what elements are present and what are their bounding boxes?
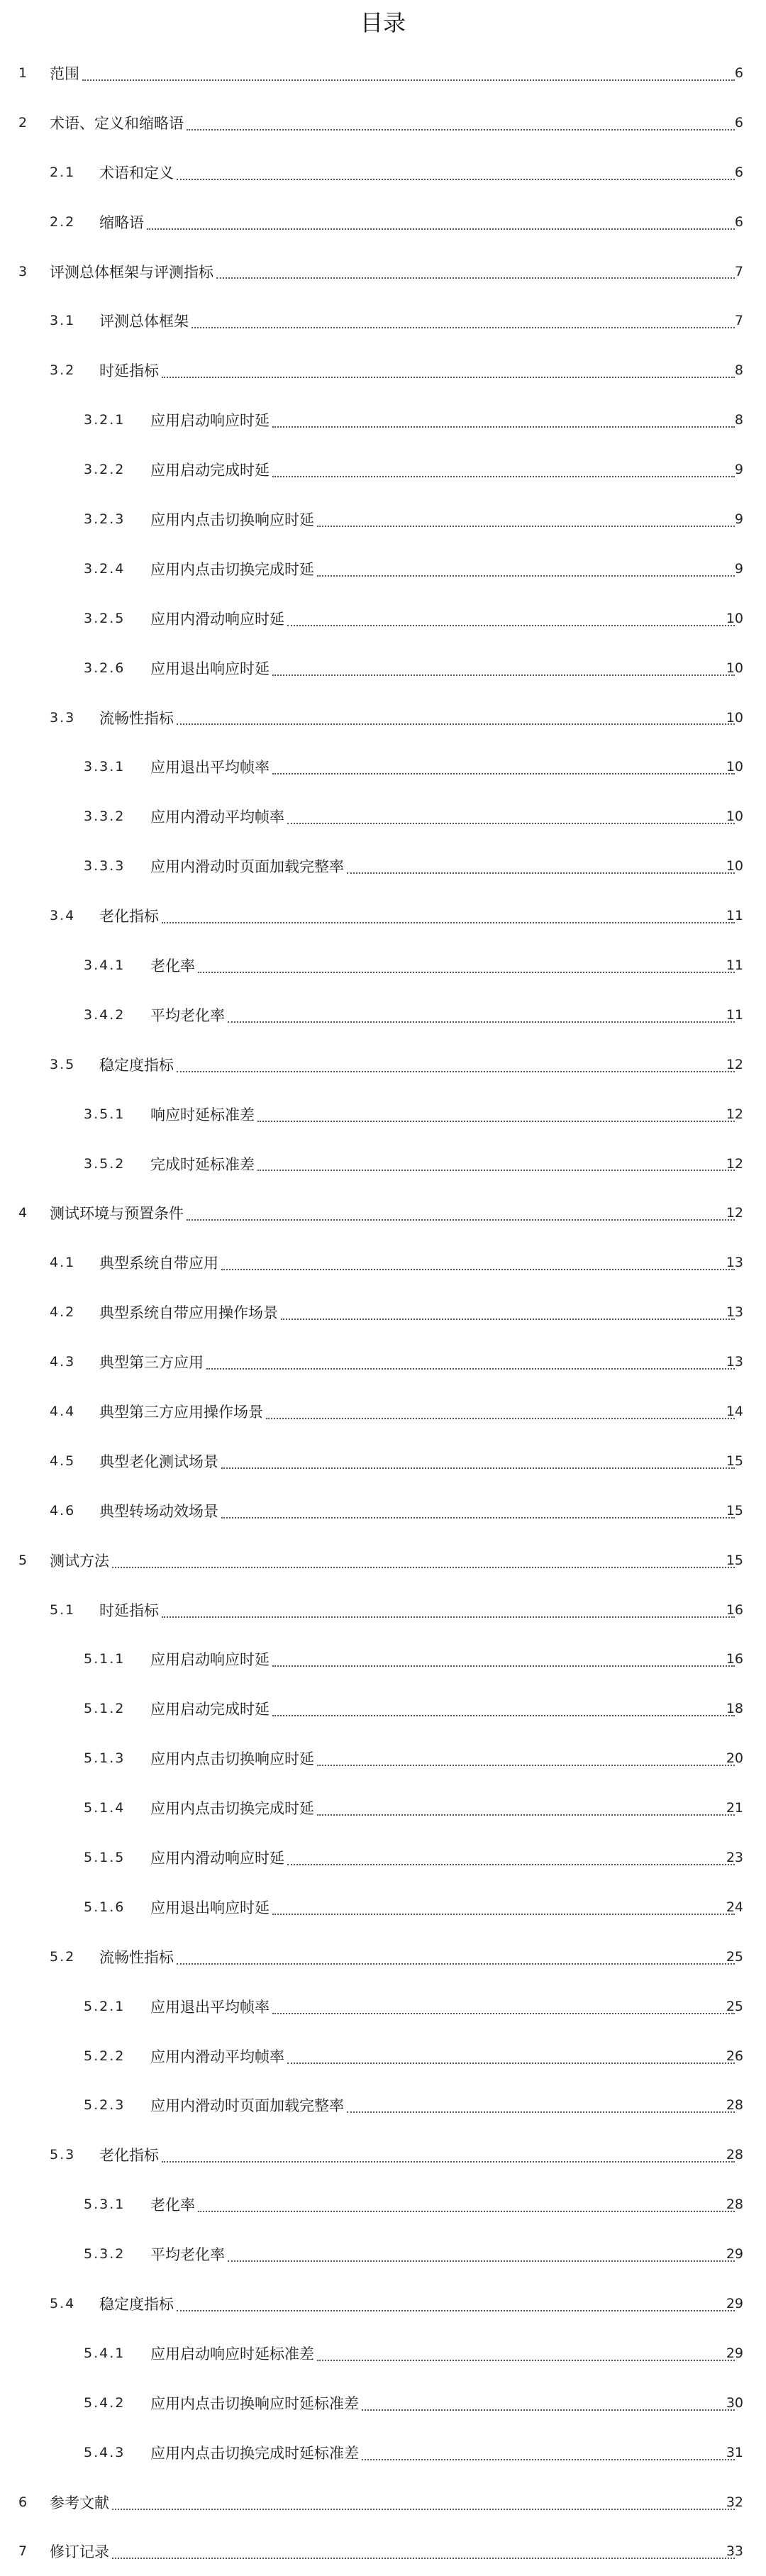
toc-entry-page: 11 bbox=[726, 908, 743, 924]
toc-entry-page: 9 bbox=[734, 511, 743, 527]
toc-entry-page: 10 bbox=[726, 610, 743, 626]
toc-leader-dots bbox=[272, 476, 735, 477]
toc-leader-dots bbox=[198, 2211, 735, 2212]
toc-entry-page: 11 bbox=[726, 957, 743, 973]
toc-entry-number: 5.2.2 bbox=[84, 2048, 126, 2064]
toc-entry-number: 4 bbox=[18, 1205, 29, 1221]
toc-entry[interactable] bbox=[0, 296, 766, 345]
toc-entry-label: 平均老化率 bbox=[150, 1006, 225, 1024]
toc-leader-dots bbox=[162, 377, 735, 378]
toc-entry-label: 应用退出平均帧率 bbox=[150, 759, 270, 777]
toc-leader-dots bbox=[272, 1665, 735, 1667]
toc-leader-dots bbox=[317, 575, 735, 577]
toc-leader-dots bbox=[206, 1368, 735, 1370]
toc-entry-label: 典型系统自带应用 bbox=[99, 1255, 218, 1272]
toc-entry[interactable] bbox=[0, 1684, 766, 1733]
toc-entry-number: 3.3.3 bbox=[84, 858, 126, 875]
toc-leader-dots bbox=[287, 625, 735, 626]
toc-entry-page: 10 bbox=[726, 709, 743, 726]
toc-leader-dots bbox=[347, 2111, 735, 2113]
toc-leader-dots bbox=[347, 872, 735, 874]
toc-entry-number: 3.4.1 bbox=[84, 957, 126, 973]
toc-leader-dots bbox=[272, 674, 735, 676]
toc-entry-page: 25 bbox=[726, 1998, 743, 2014]
toc-entry-page: 6 bbox=[734, 65, 743, 81]
toc-entry-page: 13 bbox=[726, 1255, 743, 1271]
toc-entry-page: 33 bbox=[726, 2543, 743, 2560]
toc-entry-label: 应用内滑动时页面加载完整率 bbox=[150, 858, 344, 876]
toc-leader-dots bbox=[266, 1418, 735, 1419]
toc-entry-page: 10 bbox=[726, 809, 743, 825]
toc-leader-dots bbox=[287, 1864, 735, 1865]
toc-entry-page: 28 bbox=[726, 2147, 743, 2163]
toc-leader-dots bbox=[228, 1021, 735, 1023]
toc-entry-page: 10 bbox=[726, 660, 743, 676]
toc-entry-page: 11 bbox=[726, 1006, 743, 1023]
toc-entry-label: 稳定度指标 bbox=[99, 1056, 174, 1074]
toc-entry-label: 应用内滑动平均帧率 bbox=[150, 2048, 284, 2065]
toc-entry[interactable] bbox=[0, 1287, 766, 1337]
toc-entry-page: 16 bbox=[726, 1601, 743, 1618]
toc-entry-number: 3.2.3 bbox=[84, 511, 126, 527]
toc-entry-number: 3.3.2 bbox=[84, 809, 126, 825]
toc-entry-page: 9 bbox=[734, 462, 743, 478]
toc-entry-page: 29 bbox=[726, 2296, 743, 2312]
toc-entry[interactable] bbox=[0, 48, 766, 98]
toc-entry-label: 评测总体框架 bbox=[99, 313, 189, 331]
toc-leader-dots bbox=[317, 526, 735, 527]
toc-leader-dots bbox=[317, 1814, 735, 1816]
toc-entry-page: 6 bbox=[734, 164, 743, 180]
toc-leader-dots bbox=[317, 2360, 735, 2361]
toc-entry-page: 14 bbox=[726, 1403, 743, 1419]
toc-entry-label: 修订记录 bbox=[50, 2543, 109, 2561]
toc-entry-page: 6 bbox=[734, 114, 743, 131]
toc-leader-dots bbox=[147, 228, 735, 230]
toc-entry-label: 典型老化测试场景 bbox=[99, 1453, 218, 1470]
toc-list bbox=[0, 48, 766, 2576]
toc-entry-label: 响应时延标准差 bbox=[150, 1106, 255, 1123]
toc-leader-dots bbox=[272, 2013, 735, 2014]
toc-entry[interactable] bbox=[0, 841, 766, 891]
toc-entry[interactable] bbox=[0, 940, 766, 990]
toc-entry-page: 13 bbox=[726, 1304, 743, 1321]
toc-entry-number: 3.5 bbox=[50, 1056, 76, 1072]
toc-entry-page: 13 bbox=[726, 1354, 743, 1370]
toc-entry-page: 25 bbox=[726, 1948, 743, 1965]
toc-entry-page: 24 bbox=[726, 1899, 743, 1915]
toc-entry[interactable] bbox=[0, 544, 766, 594]
toc-entry-number: 5.3 bbox=[50, 2147, 76, 2163]
toc-entry-number: 3.2.6 bbox=[84, 660, 126, 676]
toc-leader-dots bbox=[272, 773, 735, 775]
toc-entry[interactable] bbox=[0, 148, 766, 197]
toc-leader-dots bbox=[317, 1765, 735, 1766]
toc-entry-page: 8 bbox=[734, 412, 743, 428]
toc-entry-number: 3.2.4 bbox=[84, 560, 126, 577]
toc-entry-number: 3.4 bbox=[50, 908, 76, 924]
toc-entry-number: 5.2.1 bbox=[84, 1998, 126, 2014]
toc-entry-label: 评测总体框架与评测指标 bbox=[50, 263, 213, 281]
toc-entry-label: 稳定度指标 bbox=[99, 2296, 174, 2314]
toc-entry-page: 28 bbox=[726, 2097, 743, 2114]
toc-leader-dots bbox=[272, 1914, 735, 1915]
toc-leader-dots bbox=[177, 1963, 735, 1965]
toc-leader-dots bbox=[221, 1467, 735, 1469]
toc-entry-number: 3.2.5 bbox=[84, 610, 126, 626]
toc-entry-page: 10 bbox=[726, 759, 743, 775]
toc-entry-label: 应用启动响应时延 bbox=[150, 1651, 270, 1669]
toc-entry-label: 应用内滑动响应时延 bbox=[150, 610, 284, 628]
toc-entry[interactable] bbox=[0, 2130, 766, 2180]
toc-entry[interactable] bbox=[0, 1882, 766, 1932]
toc-entry[interactable] bbox=[0, 494, 766, 544]
toc-entry-label: 老化指标 bbox=[99, 2147, 159, 2165]
toc-entry[interactable] bbox=[0, 990, 766, 1040]
toc-entry-label: 应用内点击切换完成时延 bbox=[150, 1800, 314, 1818]
toc-entry-number: 3.2 bbox=[50, 362, 76, 379]
toc-leader-dots bbox=[162, 1616, 735, 1618]
toc-leader-dots bbox=[362, 2459, 735, 2460]
toc-entry-number: 3 bbox=[18, 263, 29, 279]
toc-entry-label: 应用内点击切换完成时延 bbox=[150, 560, 314, 578]
toc-entry-page: 23 bbox=[726, 1850, 743, 1865]
toc-entry[interactable] bbox=[0, 2031, 766, 2081]
toc-entry[interactable] bbox=[0, 1139, 766, 1189]
toc-entry-label: 时延指标 bbox=[99, 362, 159, 380]
toc-entry-number: 2 bbox=[18, 114, 29, 131]
toc-leader-dots bbox=[272, 426, 735, 428]
toc-entry-number: 3.5.2 bbox=[84, 1155, 126, 1172]
toc-entry[interactable] bbox=[0, 1089, 766, 1139]
toc-entry-page: 26 bbox=[726, 2048, 743, 2064]
toc-entry-page: 28 bbox=[726, 2197, 743, 2213]
toc-entry-page: 29 bbox=[726, 2345, 743, 2361]
toc-entry-label: 应用退出响应时延 bbox=[150, 1899, 270, 1916]
toc-entry[interactable] bbox=[0, 445, 766, 494]
toc-entry[interactable] bbox=[0, 2428, 766, 2477]
toc-entry-number: 3.1 bbox=[50, 313, 76, 329]
toc-entry-label: 应用启动完成时延 bbox=[150, 1701, 270, 1719]
toc-entry-label: 典型第三方应用操作场景 bbox=[99, 1403, 263, 1421]
toc-entry-number: 1 bbox=[18, 65, 29, 81]
toc-entry[interactable] bbox=[0, 1188, 766, 1238]
toc-entry[interactable] bbox=[0, 1733, 766, 1783]
toc-entry-number: 5.1.1 bbox=[84, 1651, 126, 1667]
toc-entry[interactable] bbox=[0, 98, 766, 148]
toc-leader-dots bbox=[228, 2260, 735, 2262]
toc-leader-dots bbox=[257, 1170, 735, 1171]
toc-entry[interactable] bbox=[0, 1387, 766, 1436]
toc-entry[interactable] bbox=[0, 594, 766, 643]
toc-leader-dots bbox=[162, 922, 735, 923]
toc-entry-label: 参考文献 bbox=[50, 2494, 109, 2511]
toc-entry[interactable] bbox=[0, 345, 766, 395]
toc-entry[interactable] bbox=[0, 1833, 766, 1882]
toc-entry[interactable] bbox=[0, 395, 766, 445]
toc-entry-label: 术语和定义 bbox=[99, 164, 174, 182]
toc-entry[interactable] bbox=[0, 1536, 766, 1585]
toc-entry[interactable] bbox=[0, 1337, 766, 1387]
toc-entry-label: 应用内点击切换响应时延标准差 bbox=[150, 2394, 359, 2412]
toc-entry-number: 5.4.3 bbox=[84, 2444, 126, 2460]
toc-leader-dots bbox=[187, 1219, 735, 1221]
toc-entry-number: 7 bbox=[18, 2543, 29, 2560]
toc-entry-label: 老化指标 bbox=[99, 908, 159, 926]
toc-entry-page: 18 bbox=[726, 1701, 743, 1717]
toc-entry[interactable] bbox=[0, 693, 766, 743]
toc-entry-label: 应用启动响应时延标准差 bbox=[150, 2345, 314, 2363]
toc-entry-label: 老化率 bbox=[150, 957, 195, 975]
toc-entry-number: 4.4 bbox=[50, 1403, 76, 1419]
toc-entry[interactable] bbox=[0, 1238, 766, 1287]
toc-entry-number: 5.4.2 bbox=[84, 2394, 126, 2411]
toc-entry-number: 5 bbox=[18, 1552, 29, 1568]
toc-entry[interactable] bbox=[0, 1635, 766, 1684]
toc-entry-page: 9 bbox=[734, 560, 743, 577]
toc-entry[interactable] bbox=[0, 1486, 766, 1536]
toc-entry-number: 2.1 bbox=[50, 164, 76, 180]
toc-entry-number: 4.6 bbox=[50, 1502, 76, 1519]
toc-leader-dots bbox=[112, 1567, 735, 1568]
toc-entry-page: 21 bbox=[726, 1800, 743, 1816]
toc-entry-number: 5.1.2 bbox=[84, 1701, 126, 1717]
toc-entry-page: 10 bbox=[726, 858, 743, 875]
toc-entry-page: 12 bbox=[726, 1056, 743, 1072]
toc-entry-label: 完成时延标准差 bbox=[150, 1155, 255, 1173]
toc-entry-label: 应用内点击切换响应时延 bbox=[150, 1750, 314, 1768]
toc-entry-label: 术语、定义和缩略语 bbox=[50, 114, 184, 132]
toc-entry-label: 范围 bbox=[50, 65, 79, 82]
toc-entry[interactable] bbox=[0, 2180, 766, 2229]
toc-leader-dots bbox=[257, 1121, 735, 1122]
toc-entry-label: 应用退出响应时延 bbox=[150, 660, 270, 677]
toc-entry-page: 7 bbox=[734, 313, 743, 329]
toc-entry-page: 6 bbox=[734, 213, 743, 230]
toc-entry-page: 15 bbox=[726, 1552, 743, 1568]
toc-entry-page: 12 bbox=[726, 1106, 743, 1122]
toc-entry-number: 5.1.4 bbox=[84, 1800, 126, 1816]
toc-entry-number: 5.1.3 bbox=[84, 1750, 126, 1767]
toc-entry-number: 5.4.1 bbox=[84, 2345, 126, 2361]
toc-entry-label: 测试环境与预置条件 bbox=[50, 1205, 184, 1223]
toc-entry[interactable] bbox=[0, 2279, 766, 2328]
toc-leader-dots bbox=[281, 1318, 735, 1320]
toc-entry-number: 3.3.1 bbox=[84, 759, 126, 775]
toc-entry-number: 5.1.6 bbox=[84, 1899, 126, 1915]
toc-entry-number: 2.2 bbox=[50, 213, 76, 230]
toc-entry-label: 测试方法 bbox=[50, 1552, 109, 1570]
toc-entry-label: 应用内滑动响应时延 bbox=[150, 1850, 284, 1867]
toc-entry[interactable] bbox=[0, 1982, 766, 2031]
toc-leader-dots bbox=[187, 129, 735, 131]
toc-entry[interactable] bbox=[0, 2527, 766, 2576]
toc-entry-page: 15 bbox=[726, 1453, 743, 1469]
toc-entry-label: 时延指标 bbox=[99, 1601, 159, 1619]
toc-entry[interactable] bbox=[0, 2378, 766, 2428]
toc-title: 目录 bbox=[360, 9, 406, 36]
toc-entry-page: 7 bbox=[734, 263, 743, 279]
toc-entry-label: 应用启动响应时延 bbox=[150, 412, 270, 430]
toc-leader-dots bbox=[112, 2509, 735, 2510]
toc-entry-page: 20 bbox=[726, 1750, 743, 1767]
toc-entry[interactable] bbox=[0, 2229, 766, 2279]
toc-entry-number: 3.4.2 bbox=[84, 1006, 126, 1023]
toc-entry-label: 应用内点击切换响应时延 bbox=[150, 511, 314, 528]
toc-entry-number: 5.1.5 bbox=[84, 1850, 126, 1865]
toc-entry[interactable] bbox=[0, 1436, 766, 1486]
toc-entry-number: 5.4 bbox=[50, 2296, 76, 2312]
toc-entry[interactable] bbox=[0, 1783, 766, 1833]
toc-entry-number: 3.5.1 bbox=[84, 1106, 126, 1122]
toc-entry-page: 16 bbox=[726, 1651, 743, 1667]
toc-entry-number: 5.1 bbox=[50, 1601, 76, 1618]
toc-entry-label: 流畅性指标 bbox=[99, 709, 174, 727]
toc-leader-dots bbox=[216, 277, 735, 279]
toc-entry-label: 应用退出平均帧率 bbox=[150, 1998, 270, 2016]
toc-entry-number: 5.2 bbox=[50, 1948, 76, 1965]
toc-leader-dots bbox=[162, 2161, 735, 2163]
toc-leader-dots bbox=[362, 2409, 735, 2411]
toc-entry-label: 应用内点击切换完成时延标准差 bbox=[150, 2444, 359, 2462]
toc-entry[interactable] bbox=[0, 891, 766, 940]
toc-entry[interactable] bbox=[0, 2328, 766, 2378]
toc-entry-page: 12 bbox=[726, 1205, 743, 1221]
toc-entry-page: 31 bbox=[726, 2444, 743, 2460]
toc-entry-label: 缩略语 bbox=[99, 213, 144, 231]
toc-entry-number: 5.2.3 bbox=[84, 2097, 126, 2114]
toc-leader-dots bbox=[177, 723, 735, 725]
toc-leader-dots bbox=[192, 327, 735, 328]
toc-leader-dots bbox=[287, 2063, 735, 2064]
toc-entry[interactable] bbox=[0, 2081, 766, 2131]
toc-leader-dots bbox=[221, 1517, 735, 1519]
toc-entry[interactable] bbox=[0, 643, 766, 693]
toc-entry-label: 老化率 bbox=[150, 2197, 195, 2214]
toc-entry-label: 平均老化率 bbox=[150, 2246, 225, 2264]
toc-entry-label: 应用内滑动平均帧率 bbox=[150, 809, 284, 826]
toc-entry[interactable] bbox=[0, 792, 766, 841]
toc-entry-label: 应用启动完成时延 bbox=[150, 462, 270, 479]
toc-entry-number: 3.3 bbox=[50, 709, 76, 726]
toc-leader-dots bbox=[177, 179, 735, 180]
toc-entry-number: 3.2.1 bbox=[84, 412, 126, 428]
toc-entry-page: 15 bbox=[726, 1502, 743, 1519]
toc-leader-dots bbox=[272, 1715, 735, 1716]
toc-entry-number: 3.2.2 bbox=[84, 462, 126, 478]
toc-entry-page: 29 bbox=[726, 2246, 743, 2263]
toc-entry[interactable] bbox=[0, 2477, 766, 2527]
toc-entry-page: 32 bbox=[726, 2494, 743, 2510]
toc-leader-dots bbox=[221, 1269, 735, 1270]
toc-entry[interactable] bbox=[0, 197, 766, 247]
toc-entry-number: 5.3.1 bbox=[84, 2197, 126, 2213]
toc-leader-dots bbox=[177, 1071, 735, 1072]
toc-entry[interactable] bbox=[0, 1932, 766, 1982]
toc-entry-page: 8 bbox=[734, 362, 743, 379]
toc-entry-number: 6 bbox=[18, 2494, 29, 2510]
toc-entry-number: 4.1 bbox=[50, 1255, 76, 1271]
toc-entry[interactable] bbox=[0, 1040, 766, 1089]
toc-entry-page: 12 bbox=[726, 1155, 743, 1172]
toc-entry[interactable] bbox=[0, 247, 766, 296]
toc-entry-label: 流畅性指标 bbox=[99, 1948, 174, 1966]
toc-entry[interactable] bbox=[0, 742, 766, 792]
toc-entry-page: 30 bbox=[726, 2394, 743, 2411]
toc-leader-dots bbox=[287, 823, 735, 824]
toc-leader-dots bbox=[177, 2310, 735, 2311]
toc-entry-number: 4.5 bbox=[50, 1453, 76, 1469]
toc-entry-label: 典型系统自带应用操作场景 bbox=[99, 1304, 278, 1322]
toc-leader-dots bbox=[198, 972, 735, 973]
toc-entry-number: 5.3.2 bbox=[84, 2246, 126, 2263]
toc-entry[interactable] bbox=[0, 1585, 766, 1635]
toc-entry-number: 4.3 bbox=[50, 1354, 76, 1370]
toc-entry-label: 应用内滑动时页面加载完整率 bbox=[150, 2097, 344, 2115]
toc-entry-number: 4.2 bbox=[50, 1304, 76, 1321]
toc-leader-dots bbox=[112, 2558, 735, 2559]
toc-entry-label: 典型第三方应用 bbox=[99, 1354, 204, 1372]
toc-leader-dots bbox=[82, 79, 735, 81]
toc-entry-label: 典型转场动效场景 bbox=[99, 1502, 218, 1520]
